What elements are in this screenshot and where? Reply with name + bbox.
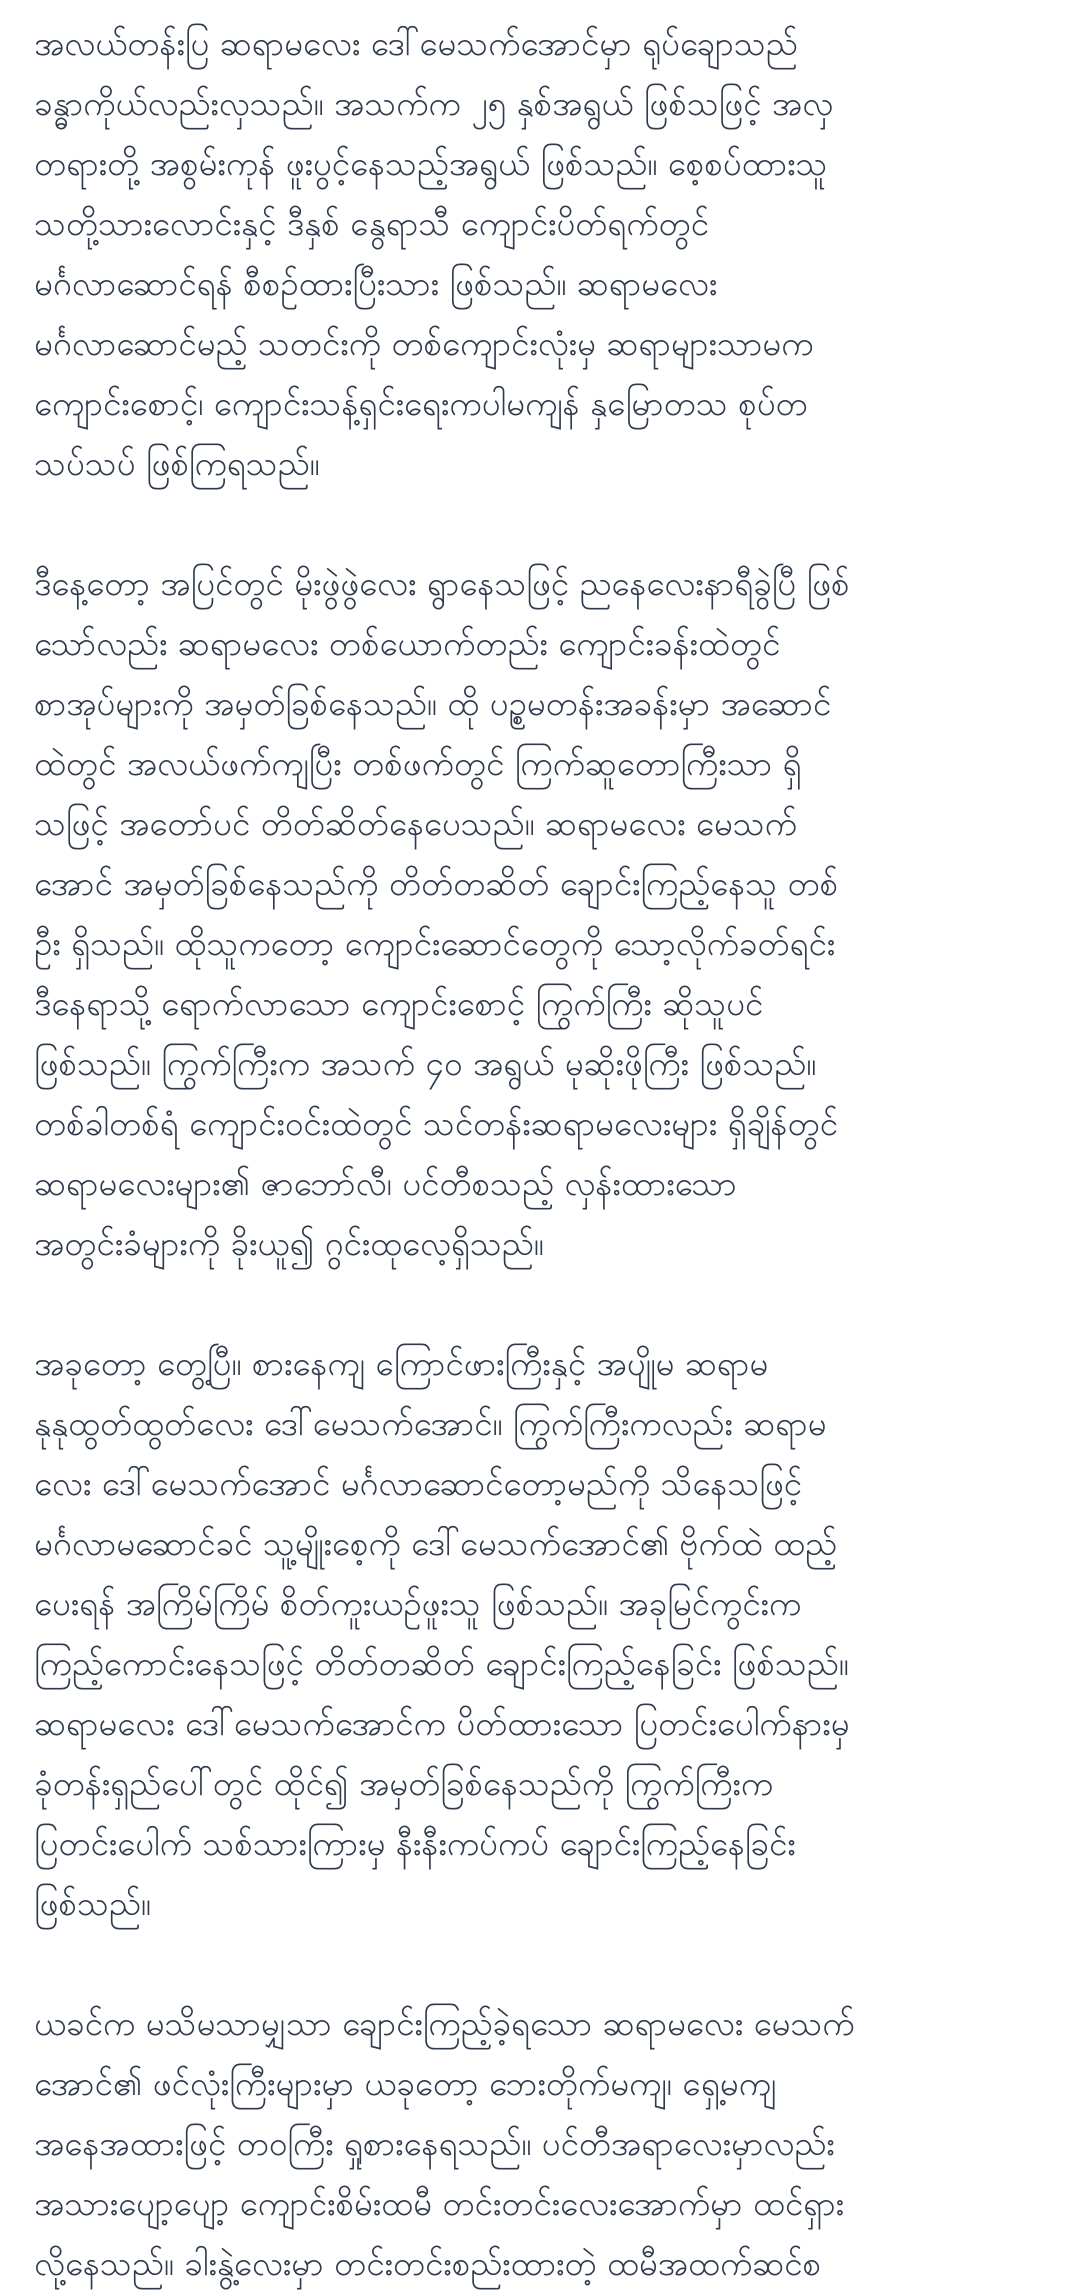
text-line: အလယ်တန်းပြ ဆရာမလေး ဒေါ်မေသက်အောင်မှာ ရုပ်ချောသည် [34,24,798,63]
text-line: ပေးရန် အကြိမ်ကြိမ် စိတ်ကူးယဉ်ဖူးသူ ဖြစ်သည်။ အခုမြင်ကွင်းက [34,1584,802,1623]
text-line: ယခင်က မသိမသာမျှသာ ချောင်းကြည့်ခဲ့ရသော ဆရာမလေး မေသက် [34,2004,855,2043]
text-line: ဒီနေ့တော့ အပြင်တွင် မိုးဖွဲဖွဲလေး ရွာနေသဖြင့် ညနေလေးနာရီခွဲပြီ ဖြစ် [34,564,850,603]
paragraph-3 [34,1334,1048,1934]
text-line: တရားတို့ အစွမ်းကုန် ဖူးပွင့်နေသည့်အရွယ် ဖြစ်သည်။ စေ့စပ်ထားသူ [34,144,828,183]
text-line: အခုတော့ တွေ့ပြီ။ စားနေကျ ကြောင်ဖားကြီးနှင့် အပျိုမ ဆရာမ [34,1344,769,1383]
text-line: ဖြစ်သည်။ ကြွက်ကြီးက အသက် ၄၀ အရွယ် မုဆိုးဖိုကြီး ဖြစ်သည်။ [34,1044,817,1083]
text-line: အသားပျော့ပျော့ ကျောင်းစိမ်းထမီ တင်းတင်းလေးအောက်မှာ ထင်ရှား [34,2184,845,2223]
text-line: နုနုထွတ်ထွတ်လေး ဒေါ်မေသက်အောင်။ ကြွက်ကြီးကလည်း ဆရာမ [34,1404,827,1443]
text-line: ကျောင်းစောင့်၊ ကျောင်းသန့်ရှင်းရေးကပါမကျန် နှမြောတသ စုပ်တ [34,384,808,423]
text-line: သပ်သပ် ဖြစ်ကြရသည်။ [34,444,320,483]
text-line: သတို့သားလောင်းနှင့် ဒီနှစ် နွေရာသီ ကျောင်းပိတ်ရက်တွင် [34,204,709,243]
text-line: ဦး ရှိသည်။ ထိုသူကတော့ ကျောင်းဆောင်တွေကို သော့လိုက်ခတ်ရင်း [34,924,836,963]
text-line: ဒီနေရာသို့ ရောက်လာသော ကျောင်းစောင့် ကြွက်ကြီး ဆိုသူပင် [34,984,764,1023]
text-line: အောင်၏ ဖင်လုံးကြီးများမှာ ယခုတော့ ဘေးတိုက်မကျ၊ ရှေ့မကျ [34,2064,777,2103]
text-line: မင်္ဂလာဆောင်ရန် စီစဉ်ထားပြီးသား ဖြစ်သည်။ ဆရာမလေး [34,264,718,303]
text-line: အတွင်းခံများကို ခိုးယူ၍ ဂွင်းထုလေ့ရှိသည်။ [34,1224,544,1263]
paragraph-1 [34,14,1048,494]
text-line: ဖြစ်သည်။ [34,1884,151,1923]
text-line: ပြတင်းပေါက် သစ်သားကြားမှ နီးနီးကပ်ကပ် ချောင်းကြည့်နေခြင်း [34,1824,796,1863]
text-line: အောင် အမှတ်ခြစ်နေသည်ကို တိတ်တဆိတ် ချောင်းကြည့်နေသူ တစ် [34,864,839,903]
text-line: ကြည့်ကောင်းနေသဖြင့် တိတ်တဆိတ် ချောင်းကြည့်နေခြင်း ဖြစ်သည်။ [34,1644,849,1683]
text-line: သဖြင့် အတော်ပင် တိတ်ဆိတ်နေပေသည်။ ဆရာမလေး မေသက် [34,804,797,843]
text-line: စာအုပ်များကို အမှတ်ခြစ်နေသည်။ ထို ပဉ္စမတန်းအခန်းမှာ အဆောင် [34,684,832,723]
paragraph-4 [34,1994,1048,2294]
text-line: မင်္ဂလာဆောင်မည့် သတင်းကို တစ်ကျောင်းလုံးမှ ဆရာများသာမက [34,324,814,363]
text-line: လေး ဒေါ်မေသက်အောင် မင်္ဂလာဆောင်တော့မည်ကို သိနေသဖြင့် [34,1464,802,1503]
text-line: ဆရာမလေး ဒေါ်မေသက်အောင်က ပိတ်ထားသော ပြတင်းပေါက်နားမှ [34,1704,850,1743]
text-line: မင်္ဂလာမဆောင်ခင် သူ့မျိုးစေ့ကို ဒေါ်မေသက်အောင်၏ ဗိုက်ထဲ ထည့် [34,1524,837,1563]
text-line: ဆရာမလေးများ၏ ဇာဘော်လီ၊ ပင်တီစသည့် လှန်းထားသော [34,1164,737,1203]
text-line: လို့နေသည်။ ခါးနွဲ့လေးမှာ တင်းတင်းစည်းထားတဲ့ ထမီအထက်ဆင်စ [34,2244,822,2283]
text-line: ထဲတွင် အလယ်ဖက်ကျပြီး တစ်ဖက်တွင် ကြက်ဆူတောကြီးသာ ရှိ [34,744,802,783]
text-line: ခုံတန်းရှည်ပေါ်တွင် ထိုင်၍ အမှတ်ခြစ်နေသည်ကို ကြွက်ကြီးက [34,1764,774,1803]
text-line: တစ်ခါတစ်ရံ ကျောင်းဝင်းထဲတွင် သင်တန်းဆရာမလေးများ ရှိချိန်တွင် [34,1104,838,1143]
text-line: အနေအထားဖြင့် တဝကြီး ရှုစားနေရသည်။ ပင်တီအရာလေးမှာလည်း [34,2124,835,2163]
text-line: သော်လည်း ဆရာမလေး တစ်ယောက်တည်း ကျောင်းခန်းထဲတွင် [34,624,781,663]
text-line: ခန္ဓာကိုယ်လည်းလှသည်။ အသက်က ၂၅ နှစ်အရွယ် ဖြစ်သဖြင့် အလှ [34,84,834,123]
paragraph-2 [34,554,1048,1274]
